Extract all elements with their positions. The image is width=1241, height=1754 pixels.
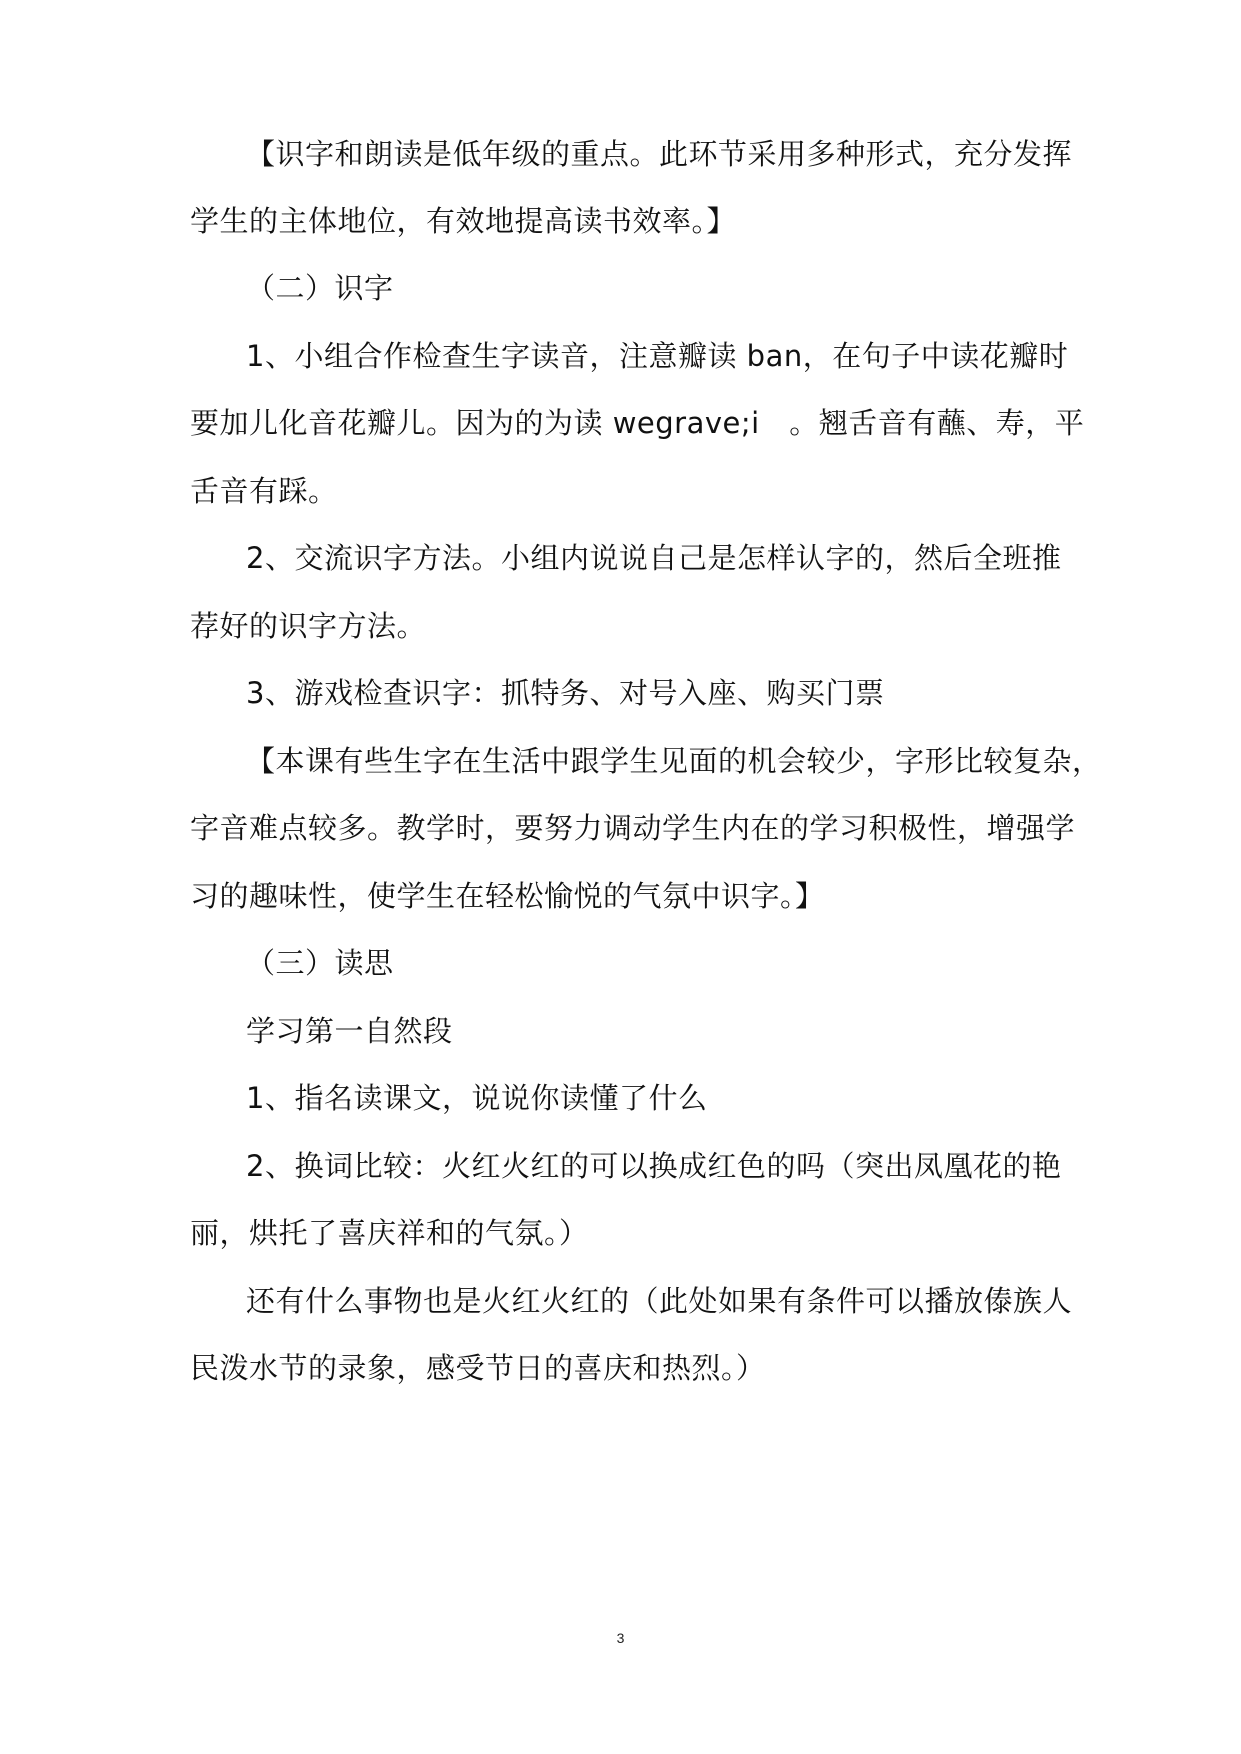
paragraph-line: 舌音有踩。: [190, 474, 338, 508]
section-heading: （三）读思: [246, 946, 394, 980]
paragraph-line: 1、指名读课文，说说你读懂了什么: [246, 1081, 708, 1115]
paragraph-line: 民泼水节的录象，感受节日的喜庆和热烈。）: [190, 1351, 766, 1385]
paragraph-line: 1、小组合作检查生字读音，注意瓣读 ban，在句子中读花瓣时: [246, 339, 1069, 373]
paragraph-line: 荐好的识字方法。: [190, 609, 427, 643]
paragraph-line: 丽，烘托了喜庆祥和的气氛。）: [190, 1216, 589, 1250]
paragraph-line: 2、交流识字方法。小组内说说自己是怎样认字的，然后全班推: [246, 541, 1062, 575]
paragraph-line: 学生的主体地位，有效地提高读书效率。】: [190, 204, 737, 238]
paragraph-line: 【本课有些生字在生活中跟学生见面的机会较少，字形比较复杂，: [246, 744, 1102, 778]
paragraph-line: 【识字和朗读是低年级的重点。此环节采用多种形式，充分发挥: [246, 137, 1073, 171]
paragraph-line: 字音难点较多。教学时，要努力调动学生内在的学习积极性，增强学: [190, 811, 1076, 845]
paragraph-line: 要加儿化音花瓣儿。因为的为读 wegrave;i 。翘舌音有蘸、寿，平: [190, 406, 1085, 440]
paragraph-line: 学习第一自然段: [246, 1014, 453, 1048]
page-number: 3: [616, 1630, 625, 1646]
paragraph-line: 还有什么事物也是火红火红的（此处如果有条件可以播放傣族人: [246, 1284, 1073, 1318]
paragraph-line: 3、游戏检查识字：抓特务、对号入座、购买门票: [246, 676, 885, 710]
section-heading: （二）识字: [246, 271, 394, 305]
paragraph-line: 2、换词比较：火红火红的可以换成红色的吗（突出凤凰花的艳: [246, 1149, 1062, 1183]
paragraph-line: 习的趣味性，使学生在轻松愉悦的气氛中识字。】: [190, 879, 825, 913]
